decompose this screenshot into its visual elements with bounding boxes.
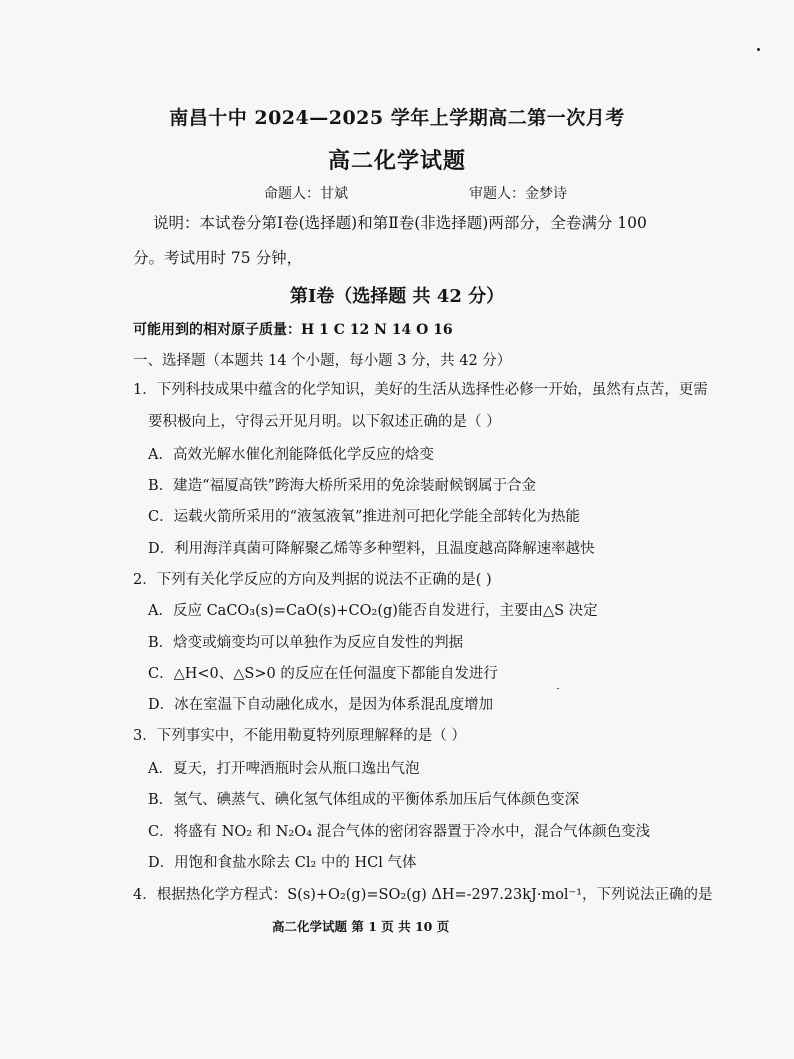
question-1-option-d: D．利用海洋真菌可降解聚乙烯等多种塑料，且温度越高降解速率越快 bbox=[148, 541, 595, 557]
section-title: 第Ⅰ卷（选择题 共 42 分） bbox=[289, 286, 505, 307]
question-2-option-d: D．冰在室温下自动融化成水，是因为体系混乱度增加 bbox=[148, 697, 494, 713]
question-3-option-a: A．夏天，打开啤酒瓶时会从瓶口逸出气泡 bbox=[148, 761, 420, 777]
question-3-option-b: B．氢气、碘蒸气、碘化氢气体组成的平衡体系加压后气体颜色变深 bbox=[148, 792, 580, 808]
question-1-option-b: B．建造“福厦高铁”跨海大桥所采用的免涂装耐候钢属于合金 bbox=[148, 478, 536, 494]
setter-label: 命题人：甘斌 bbox=[264, 186, 348, 202]
scan-speck bbox=[557, 688, 559, 689]
part-heading: 一、选择题（本题共 14 个小题，每小题 3 分，共 42 分） bbox=[133, 353, 512, 369]
page-footer: 高二化学试题 第 1 页 共 10 页 bbox=[272, 919, 450, 934]
question-2-option-c: C．△H<0、△S>0 的反应在任何温度下都能自发进行 bbox=[148, 666, 498, 682]
question-1-stem: 1．下列科技成果中蕴含的化学知识，美好的生活从选择性必修一开始，虽然有点苦，更需 bbox=[133, 382, 708, 398]
question-2-stem: 2．下列有关化学反应的方向及判据的说法不正确的是( ) bbox=[133, 572, 492, 588]
question-3-stem: 3．下列事实中，不能用勒夏特列原理解释的是（ ） bbox=[133, 728, 466, 744]
atomic-masses: 可能用到的相对原子质量：H 1 C 12 N 14 O 16 bbox=[133, 322, 453, 338]
question-1-option-c: C．运载火箭所采用的“液氢液氧”推进剂可把化学能全部转化为热能 bbox=[148, 509, 580, 525]
question-4-stem: 4．根据热化学方程式：S(s)+O₂(g)=SO₂(g) ΔH=-297.23kJ·mol⁻¹，下列说法正确的是 bbox=[133, 887, 713, 903]
reviewer-label: 审题人：金梦诗 bbox=[469, 186, 567, 202]
exam-title: 南昌十中 2024—2025 学年上学期高二第一次月考 bbox=[169, 107, 625, 129]
question-1-option-a: A．高效光解水催化剂能降低化学反应的焓变 bbox=[148, 447, 434, 463]
exam-subtitle: 高二化学试题 bbox=[327, 148, 466, 174]
scan-dot bbox=[757, 48, 760, 51]
instructions-line-1: 说明：本试卷分第Ⅰ卷(选择题)和第Ⅱ卷(非选择题)两部分，全卷满分 100 bbox=[153, 214, 647, 232]
question-1-stem-cont: 要积极向上，守得云开见月明。以下叙述正确的是（ ） bbox=[148, 414, 501, 430]
instructions-line-2: 分。考试用时 75 分钟， bbox=[133, 249, 303, 267]
question-3-option-d: D．用饱和食盐水除去 Cl₂ 中的 HCl 气体 bbox=[148, 855, 417, 871]
question-2-option-b: B．焓变或熵变均可以单独作为反应自发性的判据 bbox=[148, 635, 464, 651]
question-2-option-a: A．反应 CaCO₃(s)=CaO(s)+CO₂(g)能否自发进行，主要由△S 决定 bbox=[148, 603, 598, 619]
question-3-option-c: C．将盛有 NO₂ 和 N₂O₄ 混合气体的密闭容器置于冷水中，混合气体颜色变浅 bbox=[148, 824, 651, 840]
